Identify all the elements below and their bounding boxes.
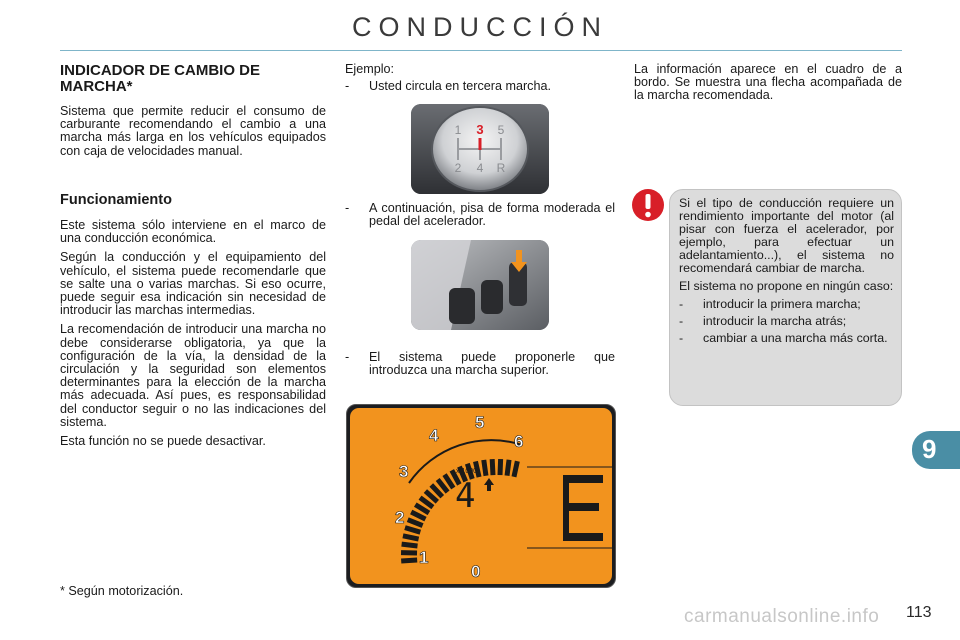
rev-bar [402, 544, 418, 546]
warning-item-1: introducir la primera marcha; [703, 297, 861, 311]
instrument-cluster [346, 404, 616, 588]
rev-bar [500, 459, 501, 475]
rev-bar [507, 460, 509, 476]
warning-paragraph-2: El sistema no propone en ningún caso: [679, 279, 894, 293]
current-gear-digit: 4 [455, 476, 476, 516]
rev-bar [401, 560, 417, 561]
example-label: Ejemplo: [345, 62, 394, 76]
rev-bar [514, 461, 517, 477]
warning-box: Si el tipo de conducción requiere un rendimiento importante del motor (al pisar con fuerza el acelerador, por ejemplo, para efectuar un adelantamiento...), el sistema no recomendará cambiar de marcha. El sistema no propone en ningún caso: - introducir la primera marcha; - introducir la marcha atrás; - cambiar a una marcha más corta. [669, 189, 902, 406]
rev-unit-label: x 1000 [456, 468, 478, 475]
paragraph-2: Según la conducción y el equipamiento del vehículo, el sistema puede recomendarle que se salte una o varias marchas. Si eso ocurre, puede seguir esa indicación sin necesidad de introducir las marchas intermedias. [60, 250, 326, 318]
paragraph-1: Este sistema sólo interviene en el marco de una conducción económica. [60, 218, 326, 246]
header-rule [60, 50, 902, 51]
chapter-tab [912, 431, 960, 469]
rev-scale-6: 6 [514, 432, 524, 451]
rev-scale-5: 5 [475, 413, 485, 432]
warning-item-2: introducir la marcha atrás; [703, 314, 847, 328]
chapter-number: 9 [922, 434, 937, 464]
step-1-text: Usted circula en tercera marcha. [369, 79, 551, 93]
rev-bar [484, 460, 486, 476]
warning-item-3: cambiar a una marcha más corta. [703, 331, 888, 345]
step-2: - A continuación, pisa de forma moderada el pedal del acelerador. [345, 201, 615, 229]
rev-scale-3: 3 [399, 462, 409, 481]
paragraph-4: Esta función no se puede desactivar. [60, 434, 266, 449]
step-3-text: El sistema puede proponerle que introduzca una marcha superior. [369, 350, 615, 378]
gear-pos-3: 3 [476, 122, 484, 137]
gear-pos-1: 1 [454, 123, 462, 137]
subheading-funcionamiento: Funcionamiento [60, 191, 172, 208]
rev-bar [492, 459, 493, 475]
rev-scale-4: 4 [429, 426, 439, 445]
right-intro [634, 63, 902, 109]
gear-knob-photo [411, 104, 549, 194]
right-intro-text: La información aparece en el cuadro de a bordo. Se muestra una flecha acompañada de la marcha recomendada. [634, 62, 902, 103]
page-header-title: CONDUCCIÓN [352, 12, 608, 42]
step-3: - El sistema puede proponerle que introduzca una marcha superior. [345, 350, 615, 378]
rev-bar [403, 536, 419, 539]
page-number: 113 [906, 604, 932, 621]
step-1: - Usted circula en tercera marcha. [345, 80, 615, 97]
gear-pos-r: R [496, 161, 506, 175]
watermark: carmanualsonline.info [684, 606, 880, 627]
pedals-photo [411, 240, 549, 330]
warning-icon [631, 188, 665, 222]
rev-scale-0: 0 [471, 562, 481, 581]
warning-paragraph-1: Si el tipo de conducción requiere un rendimiento importante del motor (al pisar con fuerza el acelerador, por ejemplo, para efectuar un adelantamiento...), el sistema no recomendará cambiar de marcha. [679, 196, 894, 275]
left-column [60, 63, 326, 454]
step-2-text: A continuación, pisa de forma moderada el pedal del acelerador. [369, 201, 615, 229]
footnote: * Según motorización. [60, 584, 184, 598]
gear-pos-5: 5 [497, 123, 505, 137]
section-heading: INDICADOR DE CAMBIO DE MARCHA* [60, 62, 261, 95]
rev-scale-2: 2 [395, 508, 405, 527]
gear-pos-4: 4 [476, 161, 484, 175]
paragraph-3: La recomendación de introducir una marcha no debe considerarse obligatoria, ya que la configuración de la vía, la densidad de la circulación y la seguridad son elementos determinantes para la elección de la marcha más adecuada. Así pues, es responsabilidad del conductor seguir o no las indicaciones del sistema. [60, 322, 326, 429]
gear-pos-2: 2 [454, 161, 462, 175]
rev-scale-1: 1 [419, 548, 429, 567]
intro-paragraph: Sistema que permite reducir el consumo de carburante recomendando el cambio a una marcha más larga en los vehículos equipados con caja de velocidades manual. [60, 104, 326, 158]
